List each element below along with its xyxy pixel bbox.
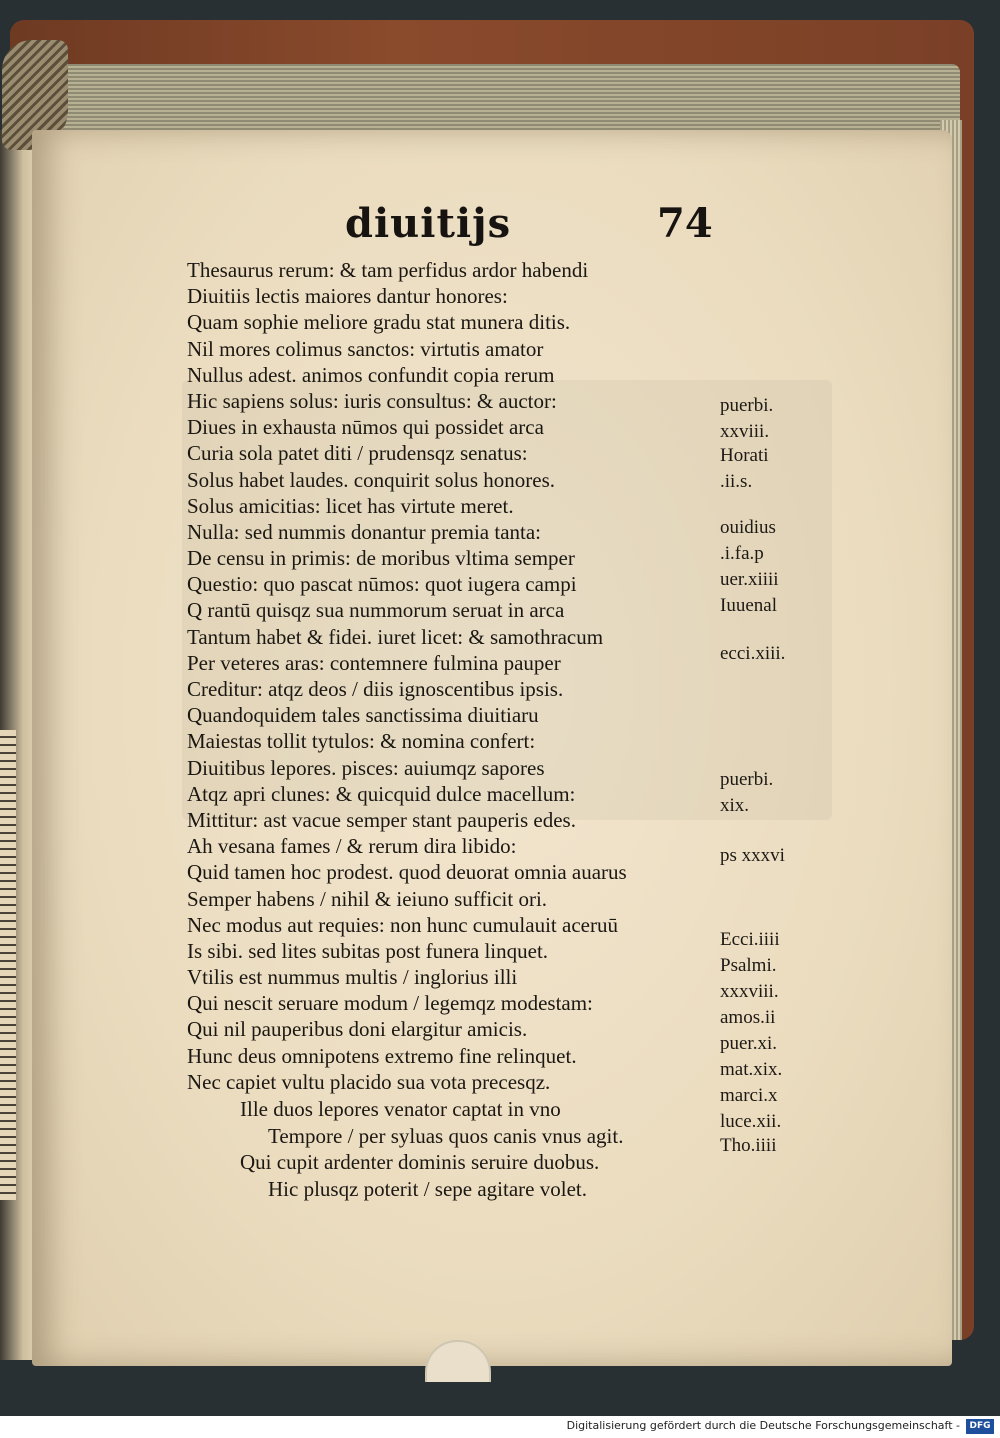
verse-line: Nulla: sed nummis donantur premia tanta:: [187, 519, 542, 544]
verse-line: Diues in exhausta nūmos qui possidet arca: [187, 415, 544, 440]
verse-line: Per veteres aras: contemnere fulmina pauper: [187, 650, 561, 675]
margin-note: Horati: [720, 445, 769, 466]
funding-credit: Digitalisierung gefördert durch die Deutsche Forschungsgemeinschaft -: [566, 1419, 960, 1432]
verse-line: Ah vesana fames / & rerum dira libido:: [187, 834, 517, 859]
page-header: [345, 200, 725, 260]
margin-note: xix.: [720, 795, 750, 816]
verse-line: Tantum habet & fidei. iuret licet: & samothracum: [187, 624, 604, 649]
margin-note: .ii.s.: [720, 471, 753, 492]
margin-note: luce.xii.: [720, 1111, 782, 1132]
verse-line: Semper habens / nihil & ieiuno sufficit ori.: [187, 886, 548, 911]
dfg-logo: DFG: [966, 1419, 994, 1434]
couplet-line: Ille duos lepores venator captat in vno: [240, 1097, 561, 1121]
verse-line: Mittitur: ast vacue semper stant pauperis edes.: [187, 807, 576, 832]
margin-note: puerbi.: [720, 395, 774, 416]
closing-couplet: [240, 1096, 720, 1202]
verse-line: Q rantū quisqz sua nummorum seruat in arca: [187, 598, 565, 623]
verse-line: Diuitibus lepores. pisces: auiumqz sapores: [187, 755, 545, 780]
margin-note: ouidius: [720, 517, 776, 538]
couplet-line: Tempore / per syluas quos canis vnus agit.: [268, 1123, 624, 1148]
margin-note: puer.xi.: [720, 1033, 777, 1054]
verse-line: Is sibi. sed lites subitas post funera linquet.: [187, 938, 549, 963]
left-page-woodcut-fragment: [0, 730, 16, 1200]
margin-note: amos.ii: [720, 1007, 776, 1028]
verse-line: Maiestas tollit tytulos: & nomina confert:: [187, 729, 536, 754]
verse-line: Nullus adest. animos confundit copia rerum: [187, 362, 555, 387]
verse-line: Qui nescit seruare modum / legemqz modestam:: [187, 991, 593, 1016]
verse-line: Nec modus aut requies: non hunc cumulauit aceruū: [187, 912, 618, 937]
verse-line: Hunc deus omnipotens extremo fine relinquet.: [187, 1043, 577, 1068]
verse-line: De censu in primis: de moribus vltima semper: [187, 546, 575, 571]
margin-note: xxxviii.: [720, 981, 779, 1002]
footer-bar: [0, 1416, 1000, 1438]
margin-note: Psalmi.: [720, 955, 777, 976]
margin-note: uer.xiiii: [720, 569, 779, 590]
verse-line: Creditur: atqz deos / diis ignoscentibus ipsis.: [187, 677, 564, 701]
couplet-line: Qui cupit ardenter dominis seruire duobus.: [240, 1150, 600, 1174]
verse-line: Vtilis est nummus multis / inglorius illi: [187, 965, 518, 990]
margin-note: mat.xix.: [720, 1059, 783, 1080]
folio-number: 74: [657, 200, 713, 247]
verse-line: Quam sophie meliore gradu stat munera ditis.: [187, 310, 571, 335]
margin-note: Tho.iiii: [720, 1135, 777, 1156]
margin-note: .i.fa.p: [720, 543, 764, 564]
margin-note: Iuuenal: [720, 595, 777, 616]
verse-line: Nil mores colimus sanctos: virtutis amator: [187, 336, 544, 361]
verse-line: Atqz apri clunes: & quicquid dulce macellum:: [187, 781, 576, 806]
verse-line: Thesaurus rerum: & tam perfidus ardor habendi: [187, 258, 589, 282]
verse-text-block: [187, 257, 727, 1095]
margin-note: Ecci.iiii: [720, 929, 780, 950]
running-title: diuitijs: [345, 200, 512, 247]
couplet-line: Hic plusqz poterit / sepe agitare volet.: [268, 1176, 587, 1201]
verse-line: Curia sola patet diti / prudensqz senatus:: [187, 441, 528, 466]
verse-line: Nec capiet vultu placido sua vota precesqz.: [187, 1069, 551, 1094]
verse-line: Questio: quo pascat nūmos: quot iugera campi: [187, 572, 577, 597]
verse-line: Quandoquidem tales sanctissima diuitiaru: [187, 703, 539, 728]
verse-line: Solus habet laudes. conquirit solus honores.: [187, 467, 556, 492]
margin-note: ecci.xiii.: [720, 643, 786, 664]
verse-line: Hic sapiens solus: iuris consultus: & auctor:: [187, 388, 557, 413]
verse-line: Diuitiis lectis maiores dantur honores:: [187, 284, 508, 309]
margin-note: marci.x: [720, 1085, 778, 1106]
verse-line: Solus amicitias: licet has virtute meret.: [187, 493, 514, 518]
verse-line: Quid tamen hoc prodest. quod deuorat omnia auarus: [187, 860, 627, 885]
margin-note: xxviii.: [720, 421, 770, 442]
margin-note: ps xxxvi: [720, 845, 785, 866]
margin-note: puerbi.: [720, 769, 774, 790]
verse-line: Qui nil pauperibus doni elargitur amicis.: [187, 1017, 528, 1042]
